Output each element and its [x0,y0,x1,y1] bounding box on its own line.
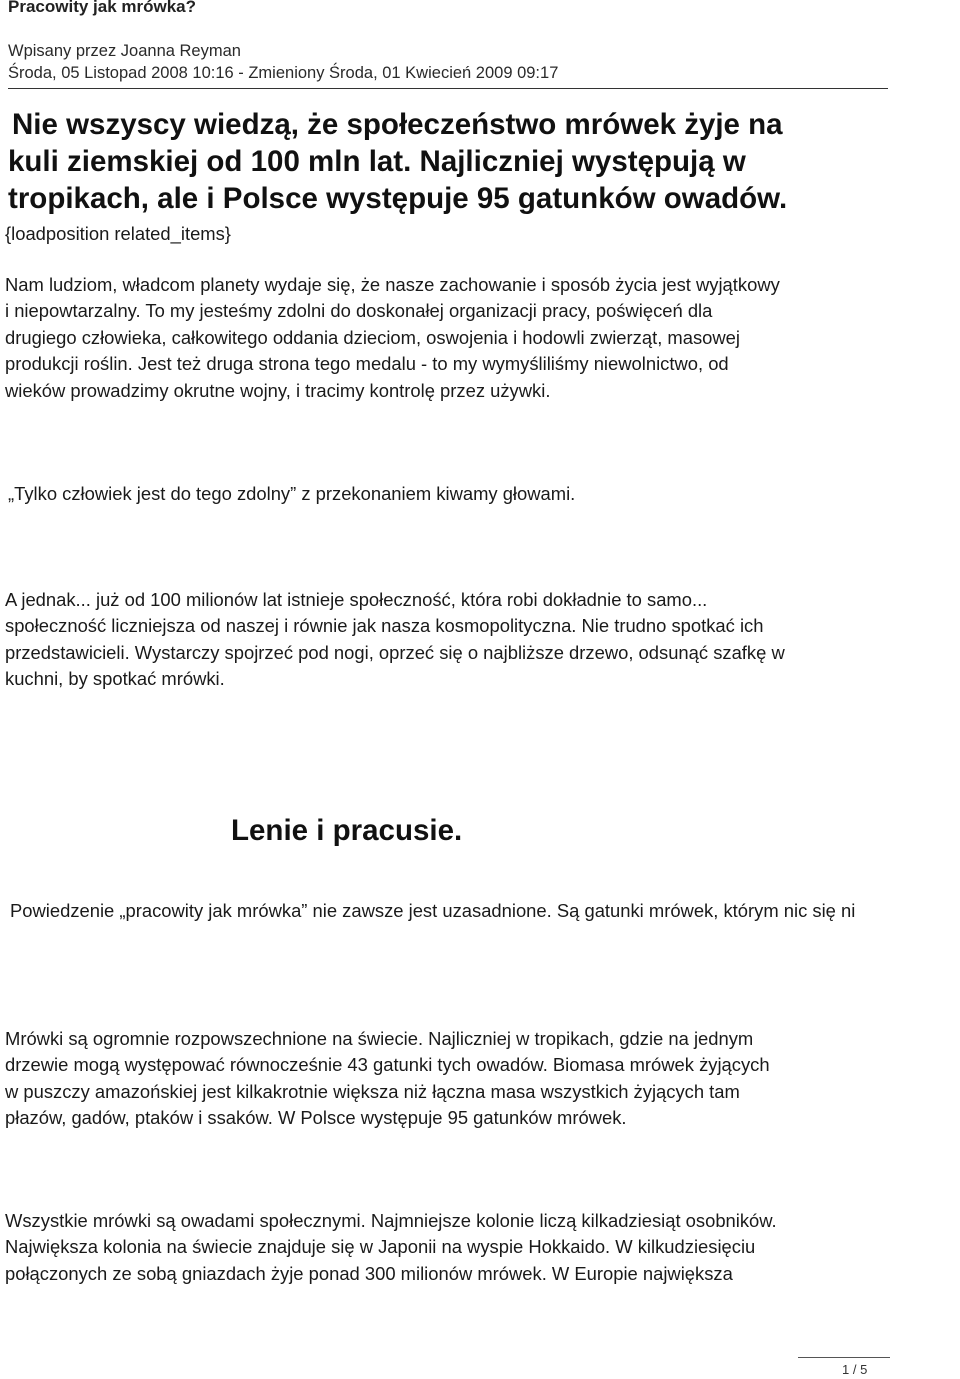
paragraph-line: i niepowtarzalny. To my jesteśmy zdolni do doskonałej organizacji pracy, poświęceń dla [5,300,713,322]
paragraph-line: przedstawicieli. Wystarczy spojrzeć pod nogi, oprzeć się o najbliższe drzewo, odsunąć szafkę w [5,641,785,663]
paragraph-intro [5,272,950,404]
paragraph-line: w puszczy amazońskiej jest kilkakrotnie większa niż łączna masa wszystkich żyjących tam [5,1080,740,1102]
paragraph-line: płazów, gadów, ptaków i ssaków. W Polsce występuje 95 gatunków mrówek. [5,1107,627,1129]
paragraph-line: drugiego człowieka, całkowitego oddania dzieciom, oswojenia i hodowli zwierząt, masowej [5,326,740,348]
paragraph-line: wieków prowadzimy okrutne wojny, i tracimy kontrolę przez używki. [5,379,551,401]
lead-line: tropikach, ale i Polsce występuje 95 gatunków owadów. [8,182,788,215]
quote-line: „Tylko człowiek jest do tego zdolny” z przekonaniem kiwamy głowami. [8,483,576,504]
paragraph-however [5,587,950,693]
paragraph-line: kuchni, by spotkać mrówki. [5,668,225,690]
lead-line: Nie wszyscy wiedzą, że społeczeństwo mrówek żyje na [12,108,783,141]
paragraph-line: A jednak... już od 100 milionów lat istnieje społeczność, która robi dokładnie to samo... [5,589,708,610]
lead-paragraph [8,106,908,217]
document-title: Pracowity jak mrówka? [8,0,197,16]
header-divider [8,88,888,89]
paragraph-social [5,1208,950,1287]
paragraph-line: produkcji roślin. Jest też druga strona tego medalu - to my wymyśliliśmy niewolnictwo, od [5,353,729,375]
author-line: Wpisany przez Joanna Reyman [8,42,241,60]
paragraph-line: Nam ludziom, władcom planety wydaje się, że nasze zachowanie i sposób życia jest wyjątkowy [5,274,780,295]
paragraph-line: Największa kolonia na świecie znajduje się w Japonii na wyspie Hokkaido. W kilkudziesięciu [5,1236,756,1258]
paragraph-distribution [5,1026,950,1132]
paragraph-line: połączonych ze sobą gniazdach żyje ponad 300 milionów mrówek. W Europie największa [5,1262,733,1284]
loadposition-placeholder: {loadposition related_items} [5,223,231,244]
paragraph-line: Wszystkie mrówki są owadami społecznymi. Najmniejsze kolonie liczą kilkadziesiąt osobników. [5,1210,777,1231]
date-line: Środa, 05 Listopad 2008 10:16 - Zmieniony Środa, 01 Kwiecień 2009 09:17 [8,64,559,82]
lead-line: kuli ziemskiej od 100 mln lat. Najliczniej występują w [8,145,746,178]
paragraph-line: Mrówki są ogromnie rozpowszechnione na świecie. Najliczniej w tropikach, gdzie na jednym [5,1028,754,1049]
footer-divider [798,1357,890,1358]
truncated-paragraph: Powiedzenie „pracowity jak mrówka” nie zawsze jest uzasadnione. Są gatunki mrówek, którym nic się ni [10,900,856,921]
section-heading: Lenie i pracusie. [231,814,463,847]
paragraph-line: drzewie mogą występować równocześnie 43 gatunki tych owadów. Biomasa mrówek żyjących [5,1054,770,1076]
paragraph-line: społeczność liczniejsza od naszej i równie jak nasza kosmopolityczna. Nie trudno spotkać ich [5,615,764,637]
page-number: 1 / 5 [842,1362,868,1377]
